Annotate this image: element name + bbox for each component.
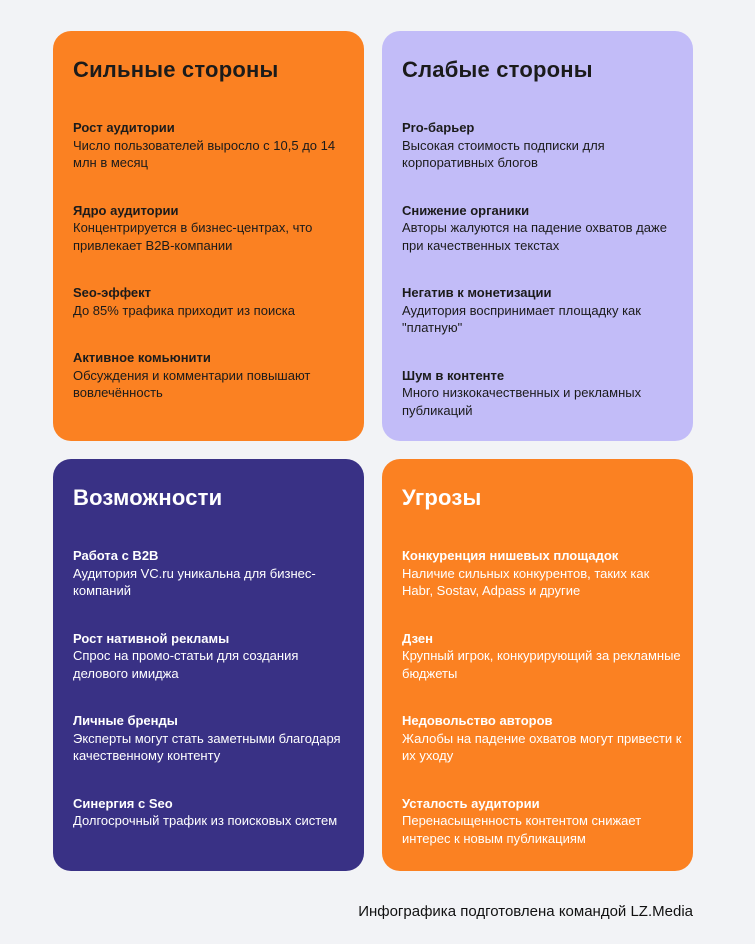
opportunities-item-1 bbox=[73, 547, 354, 600]
item-body: Долгосрочный трафик из поисковых систем bbox=[73, 813, 338, 828]
weaknesses-item-2 bbox=[402, 202, 683, 255]
item-body: Жалобы на падение охватов могут привести к их уходу bbox=[402, 730, 682, 763]
item-body: Число пользователей выросло с 10,5 до 14 млн в месяц bbox=[73, 137, 336, 170]
item-heading: Ядро аудитории bbox=[73, 202, 179, 218]
card-strengths bbox=[53, 31, 364, 441]
item-heading: Рост нативной рекламы bbox=[73, 630, 230, 646]
weaknesses-item-3 bbox=[402, 284, 683, 337]
item-heading: Усталость аудитории bbox=[402, 795, 540, 811]
swot-grid bbox=[53, 31, 693, 871]
item-body: Авторы жалуются на падение охватов даже при качественных текстах bbox=[402, 220, 667, 253]
item-body: Аудитория VC.ru уникальна для бизнес-компаний bbox=[73, 565, 316, 598]
item-heading: Недовольство авторов bbox=[402, 713, 553, 728]
item-heading: Pro-барьер bbox=[402, 120, 475, 135]
item-body: Обсуждения и комментарии повышают вовлечённость bbox=[73, 367, 311, 400]
weaknesses-item-1 bbox=[402, 119, 683, 172]
strengths-item-2 bbox=[73, 202, 354, 255]
item-heading: Шум в контенте bbox=[402, 367, 505, 383]
item-heading: Активное комьюнити bbox=[73, 350, 211, 365]
threats-item-1 bbox=[402, 547, 683, 600]
item-heading: Seo-эффект bbox=[73, 285, 152, 300]
card-weaknesses-title: Слабые стороны bbox=[402, 57, 593, 82]
item-heading: Рост аудитории bbox=[73, 120, 175, 135]
card-opportunities-title: Возможности bbox=[73, 485, 223, 510]
item-heading: Снижение органики bbox=[402, 202, 530, 218]
item-body: Спрос на промо-статьи для создания делового имиджа bbox=[73, 648, 299, 681]
weaknesses-item-4 bbox=[402, 367, 683, 420]
item-heading: Синергия с Seo bbox=[73, 795, 173, 811]
item-body: Много низкокачественных и рекламных публикаций bbox=[402, 385, 642, 418]
card-strengths-title: Сильные стороны bbox=[73, 57, 279, 82]
item-heading: Личные бренды bbox=[73, 713, 178, 728]
item-body: Перенасыщенность контентом снижает интерес к новым публикациям bbox=[402, 813, 642, 846]
item-body: Высокая стоимость подписки для корпоративных блогов bbox=[402, 137, 605, 170]
item-body: Концентрируется в бизнес-центрах, что привлекает B2B-компании bbox=[73, 220, 313, 253]
item-heading: Дзен bbox=[402, 630, 433, 646]
card-threats bbox=[382, 459, 693, 871]
opportunities-item-3 bbox=[73, 712, 354, 765]
opportunities-item-4 bbox=[73, 795, 354, 830]
item-body: Эксперты могут стать заметными благодаря качественному контенту bbox=[73, 730, 341, 763]
item-heading: Работа с B2B bbox=[73, 548, 159, 563]
item-heading: Конкуренция нишевых площадок bbox=[402, 548, 619, 563]
card-opportunities bbox=[53, 459, 364, 871]
card-threats-title: Угрозы bbox=[402, 485, 482, 510]
strengths-item-3 bbox=[73, 284, 354, 319]
opportunities-item-2 bbox=[73, 630, 354, 683]
card-weaknesses bbox=[382, 31, 693, 441]
item-body: Крупный игрок, конкурирующий за рекламные бюджеты bbox=[402, 648, 681, 681]
item-body: Аудитория воспринимает площадку как "платную" bbox=[402, 302, 641, 335]
item-heading: Негатив к монетизации bbox=[402, 285, 552, 300]
strengths-item-4 bbox=[73, 349, 354, 402]
threats-item-3 bbox=[402, 712, 683, 765]
item-body: До 85% трафика приходит из поиска bbox=[73, 302, 295, 318]
strengths-item-1 bbox=[73, 119, 354, 172]
item-body: Наличие сильных конкурентов, таких как Habr, Sostav, Adpass и другие bbox=[402, 565, 650, 598]
threats-item-2 bbox=[402, 630, 683, 683]
footer-credit: Инфографика подготовлена командой LZ.Media bbox=[358, 903, 693, 920]
threats-item-4 bbox=[402, 795, 683, 848]
